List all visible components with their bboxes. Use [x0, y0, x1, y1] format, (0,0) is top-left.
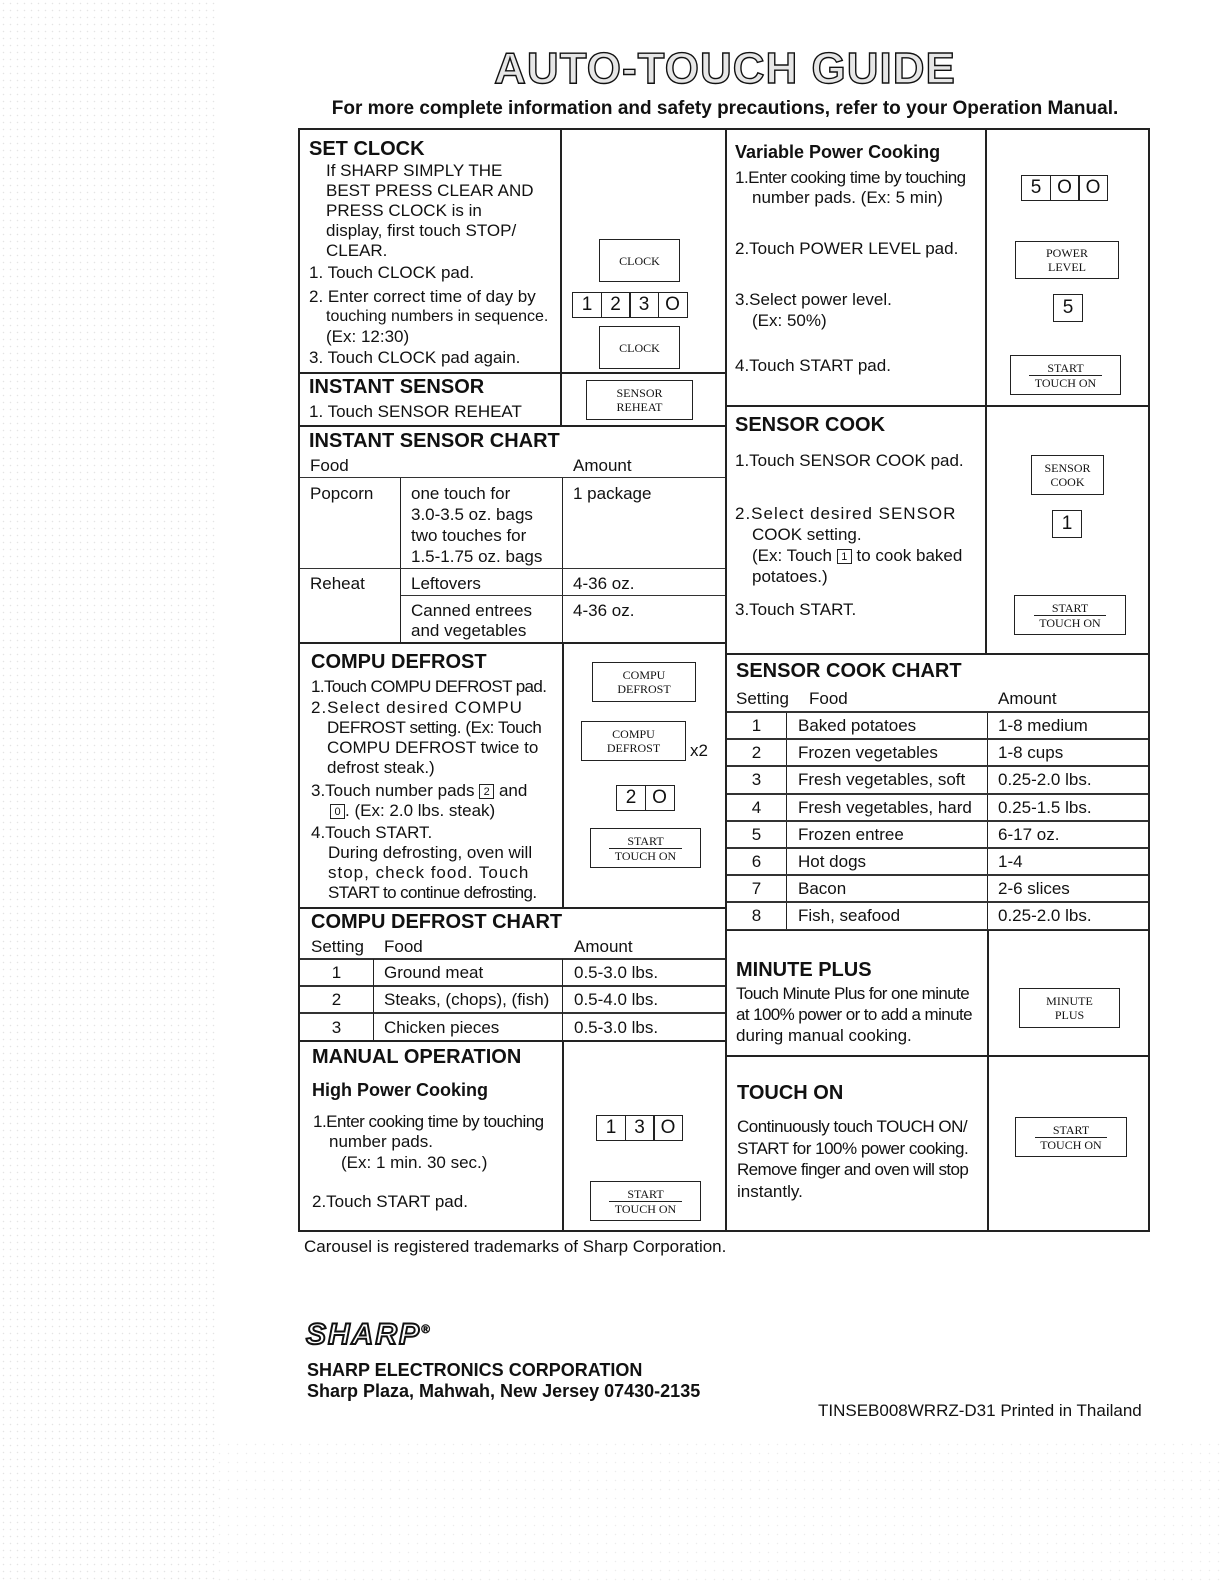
set-clock-step-3: 3. Touch CLOCK pad again.	[309, 348, 521, 367]
digit-key-icon: 2	[601, 292, 631, 318]
rule	[725, 653, 1150, 655]
table-row-food: Frozen vegetables	[798, 743, 938, 762]
digit-key-icon: O	[645, 785, 675, 811]
sensor-cook-chart-heading: SENSOR COOK CHART	[736, 660, 962, 682]
instant-chart-popcorn-desc: 3.0-3.5 oz. bags	[411, 505, 533, 524]
rule	[298, 1040, 726, 1042]
sensor-cook-heading: SENSOR COOK	[735, 414, 886, 436]
center-divider	[725, 128, 727, 1232]
table-row-food: Fish, seafood	[798, 906, 901, 925]
instant-chart-col-food: Food	[310, 456, 349, 475]
digit-key-icon: 2	[616, 785, 646, 811]
rule	[727, 820, 1148, 822]
defrost-chart-divider	[562, 959, 563, 1041]
set-clock-step-1: 1. Touch CLOCK pad.	[309, 263, 475, 282]
table-row-amount: 0.25-1.5 lbs.	[998, 798, 1092, 817]
table-row-setting: 6	[751, 852, 762, 871]
compu-defrost-chart-heading: COMPU DEFROST CHART	[311, 911, 563, 933]
table-row-setting: 4	[751, 798, 762, 817]
table-row-food: Steaks, (chops), (fish)	[384, 990, 550, 1009]
sensor-chart-col-amount: Amount	[998, 689, 1057, 708]
variable-power-step-3: (Ex: 50%)	[752, 311, 827, 330]
print-code: TINSEB008WRRZ-D31 Printed in Thailand	[818, 1401, 1142, 1420]
instant-chart-leftovers-amount: 4-36 oz.	[573, 574, 635, 593]
compu-defrost-line: 1.Touch COMPU DEFROST pad.	[311, 677, 547, 696]
rule	[727, 793, 1148, 795]
minute-plus-text: at 100% power or to add a minute	[736, 1005, 972, 1024]
compu-defrost-line: defrost steak.)	[327, 758, 435, 777]
start-touch-on-key-icon: START TOUCH ON	[1015, 1117, 1127, 1157]
rule	[300, 958, 725, 960]
manual-step-1: number pads.	[329, 1132, 433, 1151]
instant-chart-leftovers: Leftovers	[411, 574, 481, 593]
defrost-chart-divider	[373, 959, 374, 1041]
sharp-logo: SHARP®	[306, 1318, 432, 1351]
table-row-amount: 0.5-4.0 lbs.	[574, 990, 659, 1009]
compu-defrost-line: COMPU DEFROST twice to	[327, 738, 539, 757]
instant-chart-divider	[400, 478, 401, 643]
scan-speckle-left	[0, 0, 215, 1584]
rule	[727, 901, 1148, 903]
time-digits-500	[1021, 175, 1108, 201]
table-row-amount: 1-8 medium	[998, 716, 1088, 735]
sensor-cook-key-icon: SENSOR COOK	[1031, 455, 1104, 495]
digit-key-icon: O	[1050, 175, 1080, 201]
instant-chart-col-amount: Amount	[573, 456, 632, 475]
table-row-amount: 2-6 slices	[998, 879, 1070, 898]
variable-power-step-4: 4.Touch START pad.	[735, 356, 891, 375]
instant-chart-divider	[562, 478, 563, 643]
rule	[300, 568, 725, 569]
set-clock-step-2: (Ex: 12:30)	[326, 327, 410, 346]
rule	[725, 405, 1150, 407]
trademark-note: Carousel is registered trademarks of Sharp Corporation.	[304, 1237, 727, 1256]
digit-key-icon: O	[1078, 175, 1108, 201]
instant-chart-canned: and vegetables	[411, 621, 527, 640]
page-title: AUTO-TOUCH GUIDE	[494, 44, 956, 93]
rule	[725, 1055, 1150, 1057]
table-row-setting: 2	[751, 743, 762, 762]
set-clock-step-2: 2. Enter correct time of day by	[309, 287, 536, 306]
instant-chart-popcorn-amount: 1 package	[573, 484, 652, 503]
set-clock-intro-line: CLEAR.	[326, 241, 388, 260]
rule	[300, 1012, 725, 1014]
weight-digits-20	[616, 785, 675, 811]
compu-defrost-key-icon: COMPU DEFROST	[592, 662, 696, 702]
touch-on-text: Continuously touch TOUCH ON/	[737, 1117, 968, 1136]
sensor-reheat-key-icon: SENSOR REHEAT	[586, 380, 693, 420]
digit-key-icon: 1	[572, 292, 602, 318]
table-row-food: Bacon	[798, 879, 847, 898]
sensor-cook-step-1: 1.Touch SENSOR COOK pad.	[735, 451, 964, 470]
rule	[298, 372, 726, 374]
digit-key-icon: 5	[1053, 294, 1083, 322]
table-row-setting: 1	[331, 963, 342, 982]
instant-chart-popcorn-desc: 1.5-1.75 oz. bags	[411, 547, 543, 566]
compu-defrost-step-4: START to continue defrosting.	[328, 883, 537, 902]
variable-power-step-1: 1.Enter cooking time by touching	[735, 168, 966, 187]
compu-defrost-step-4: 4.Touch START.	[311, 823, 433, 842]
compu-defrost-line: DEFROST setting. (Ex: Touch	[327, 718, 542, 737]
left-key-column-divider-3	[562, 1041, 564, 1232]
instant-chart-reheat: Reheat	[310, 574, 365, 593]
clock-key-icon: CLOCK	[599, 239, 680, 282]
set-clock-step-2: touching numbers in sequence.	[326, 308, 549, 325]
table-row-setting: 8	[751, 906, 762, 925]
defrost-chart-col-food: Food	[384, 937, 423, 956]
table-row-amount: 0.5-3.0 lbs.	[574, 963, 659, 982]
rule	[298, 425, 726, 427]
sensor-chart-col-food: Food	[809, 689, 848, 708]
touch-on-text: Remove finger and oven will stop	[737, 1160, 969, 1179]
compu-defrost-key-icon: COMPU DEFROST	[581, 721, 686, 761]
table-row-food: Fresh vegetables, soft	[798, 770, 966, 789]
left-key-column-divider-2	[562, 643, 564, 909]
rule	[727, 847, 1148, 849]
instant-sensor-step-1: 1. Touch SENSOR REHEAT	[309, 402, 522, 421]
start-touch-on-key-icon: START TOUCH ON	[590, 828, 701, 868]
table-row-amount: 0.25-2.0 lbs.	[998, 906, 1092, 925]
digit-key-icon: O	[653, 1115, 683, 1141]
touch-on-text: START for 100% power cooking.	[737, 1139, 969, 1158]
rule	[727, 874, 1148, 876]
table-row-setting: 3	[331, 1018, 342, 1037]
start-touch-on-key-icon: START TOUCH ON	[1014, 595, 1126, 635]
table-row-food: Chicken pieces	[384, 1018, 500, 1037]
rule	[298, 642, 726, 644]
sensor-setting-digit	[1052, 510, 1082, 538]
manual-operation-heading: MANUAL OPERATION	[312, 1046, 522, 1068]
rule	[300, 477, 725, 478]
rule	[401, 595, 725, 596]
instant-chart-popcorn-desc: two touches for	[411, 526, 527, 545]
defrost-chart-col-setting: Setting	[311, 937, 364, 956]
compu-defrost-step-4: During defrosting, oven will	[328, 843, 533, 862]
manual-step-1: (Ex: 1 min. 30 sec.)	[341, 1153, 488, 1172]
instant-chart-popcorn-desc: one touch for	[411, 484, 511, 503]
power-level-digit	[1053, 294, 1083, 322]
digit-key-icon: 1	[1052, 510, 1082, 538]
digit-key-icon: 3	[625, 1115, 655, 1141]
table-row-amount: 0.5-3.0 lbs.	[574, 1018, 659, 1037]
sensor-cook-step-2-example: (Ex: Touch 1 to cook baked	[752, 546, 963, 565]
compu-defrost-step-3b: 0 . (Ex: 2.0 lbs. steak)	[330, 800, 495, 821]
set-clock-intro-line: display, first touch STOP/	[326, 221, 517, 240]
table-row-setting: 7	[751, 879, 762, 898]
digit-key-icon: O	[658, 292, 688, 318]
sensor-cook-step-2: COOK setting.	[752, 525, 862, 544]
manual-step-2: 2.Touch START pad.	[312, 1192, 468, 1211]
time-digits-130	[596, 1115, 683, 1141]
table-row-amount: 1-8 cups	[998, 743, 1064, 762]
clock-key-icon: CLOCK	[599, 326, 680, 369]
compu-defrost-heading: COMPU DEFROST	[311, 651, 487, 673]
table-row-food: Hot dogs	[798, 852, 867, 871]
left-key-column-divider	[560, 128, 562, 426]
sensor-cook-step-3: 3.Touch START.	[735, 600, 857, 619]
instant-sensor-heading: INSTANT SENSOR	[309, 376, 485, 398]
scan-speckle-bottom	[215, 1440, 1224, 1584]
variable-power-step-2: 2.Touch POWER LEVEL pad.	[735, 239, 959, 258]
company-name: SHARP ELECTRONICS CORPORATION	[307, 1360, 643, 1380]
rule	[727, 711, 1148, 713]
minute-plus-text: Touch Minute Plus for one minute	[736, 984, 970, 1003]
variable-power-step-3: 3.Select power level.	[735, 290, 892, 309]
digit-key-icon: 3	[629, 292, 659, 318]
sensor-cook-step-2-example: potatoes.)	[752, 567, 828, 586]
table-row-amount: 6-17 oz.	[998, 825, 1060, 844]
compu-defrost-step-3: 3.Touch number pads 2 and	[311, 781, 528, 800]
power-level-key-icon: POWER LEVEL	[1015, 241, 1119, 279]
compu-defrost-step-4: stop, check food. Touch	[328, 863, 530, 882]
right-key-column-divider-2	[987, 930, 989, 1232]
table-row-food: Frozen entree	[798, 825, 904, 844]
set-clock-heading: SET CLOCK	[309, 138, 425, 160]
instant-chart-canned-amount: 4-36 oz.	[573, 601, 635, 620]
start-touch-on-key-icon: START TOUCH ON	[1010, 355, 1121, 395]
table-row-amount: 0.25-2.0 lbs.	[998, 770, 1092, 789]
table-row-amount: 1-4	[998, 852, 1023, 871]
instant-chart-canned: Canned entrees	[411, 601, 532, 620]
digit-key-icon: 1	[596, 1115, 626, 1141]
set-clock-intro-line: If SHARP SIMPLY THE	[326, 161, 503, 180]
rule	[727, 929, 1148, 930]
minute-plus-heading: MINUTE PLUS	[736, 959, 872, 981]
sensor-chart-col-setting: Setting	[736, 689, 789, 708]
high-power-cooking-heading: High Power Cooking	[312, 1080, 489, 1100]
page-subtitle: For more complete information and safety precautions, refer to your Operation Manual.	[331, 98, 1119, 119]
table-row-setting: 1	[751, 716, 762, 735]
touch-on-heading: TOUCH ON	[737, 1082, 844, 1104]
table-row-setting: 3	[751, 770, 762, 789]
digit-key-icon: 5	[1021, 175, 1051, 201]
instant-chart-popcorn: Popcorn	[310, 484, 374, 503]
variable-power-step-1: number pads. (Ex: 5 min)	[752, 188, 943, 207]
right-key-column-divider	[985, 128, 987, 655]
minute-plus-key-icon: MINUTE PLUS	[1019, 988, 1120, 1028]
company-address: Sharp Plaza, Mahwah, New Jersey 07430-2135	[307, 1381, 701, 1401]
set-clock-intro-line: BEST PRESS CLEAR AND	[326, 181, 534, 200]
table-row-food: Ground meat	[384, 963, 484, 982]
defrost-chart-col-amount: Amount	[574, 937, 633, 956]
manual-step-1: 1.Enter cooking time by touching	[313, 1112, 544, 1131]
rule	[298, 907, 726, 909]
rule	[727, 765, 1148, 767]
touch-on-text: instantly.	[737, 1182, 803, 1201]
table-row-food: Fresh vegetables, hard	[798, 798, 972, 817]
time-digits-1230	[572, 292, 688, 318]
minute-plus-text: during manual cooking.	[736, 1026, 912, 1045]
sensor-cook-step-2: 2.Select desired SENSOR	[735, 504, 957, 523]
table-row-setting: 5	[751, 825, 762, 844]
table-row-setting: 2	[331, 990, 342, 1009]
compu-defrost-line: 2.Select desired COMPU	[311, 698, 523, 717]
rule	[727, 738, 1148, 740]
table-row-food: Baked potatoes	[798, 716, 917, 735]
set-clock-intro-line: PRESS CLOCK is in	[326, 201, 482, 220]
times-two-label: x2	[690, 741, 708, 760]
instant-sensor-chart-heading: INSTANT SENSOR CHART	[309, 430, 560, 452]
variable-power-heading: Variable Power Cooking	[735, 142, 941, 162]
rule	[300, 985, 725, 987]
start-touch-on-key-icon: START TOUCH ON	[590, 1181, 701, 1221]
